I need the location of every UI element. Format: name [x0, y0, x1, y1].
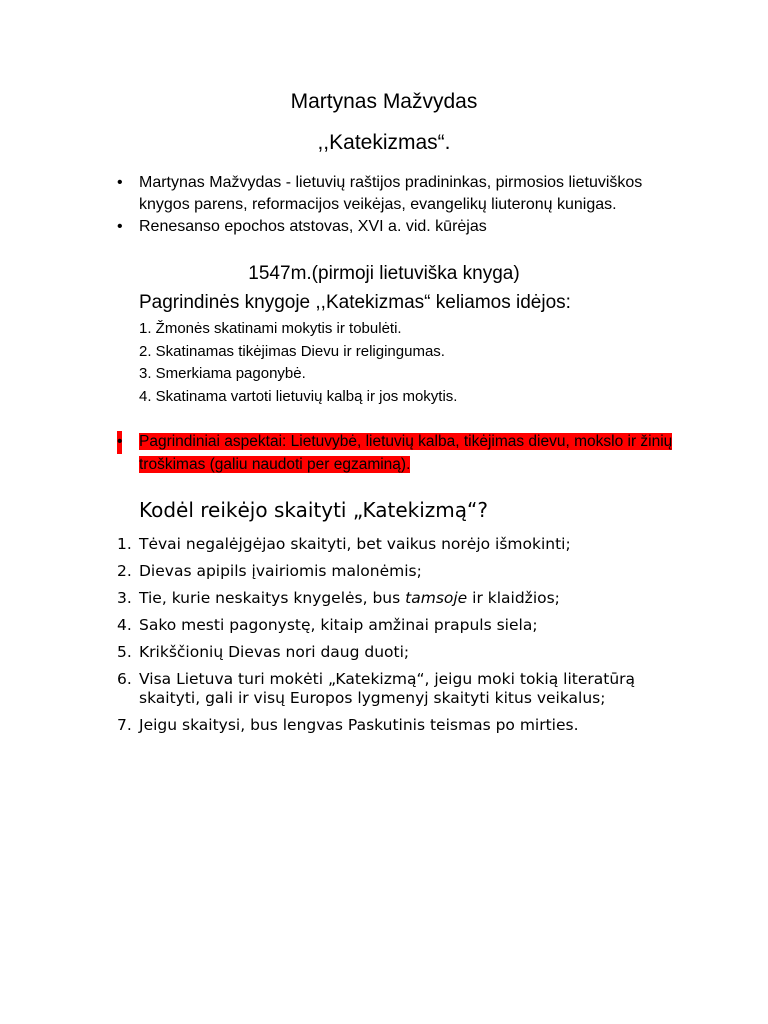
list-item: [117, 562, 677, 581]
list-item: 3. Smerkiama pagonybė.: [139, 365, 306, 382]
list-item: 4. Skatinama vartoti lietuvių kalbą ir jos mokytis.: [139, 387, 458, 405]
item-number: 5.: [117, 643, 132, 661]
bullet-text: Martynas Mažvydas - lietuvių raštijos pradininkas, pirmosios lietuviškos knygos parens, reformacijos veikėjas, evangelikų liuteronų kunigas.: [139, 174, 643, 213]
bullet-icon: •: [117, 431, 122, 454]
bullet-icon: •: [117, 218, 123, 235]
item-text-italic: tamsoje: [405, 589, 468, 607]
why-list: [117, 535, 677, 743]
list-item: [117, 216, 677, 238]
item-text: Dievas apipils įvairiomis malonėmis;: [139, 562, 422, 580]
ideas-list: [139, 318, 457, 408]
item-text: Krikščionių Dievas nori daug duoti;: [139, 643, 410, 661]
bullet-icon: •: [117, 174, 123, 191]
intro-bullet-list: [117, 172, 677, 238]
item-number: 4.: [117, 616, 132, 634]
item-text-post: ir klaidžios;: [467, 589, 560, 607]
item-number: 7.: [117, 715, 132, 734]
why-heading: Kodėl reikėjo skaityti „Katekizmą“?: [139, 498, 489, 522]
ideas-heading: Pagrindinės knygoje ,,Katekizmas“ keliamos idėjos:: [139, 292, 571, 313]
document-title: Martynas Mažvydas: [290, 90, 478, 113]
list-item: [117, 716, 677, 735]
list-item: [117, 643, 677, 662]
item-text: Tėvai negalėjgėjao skaityti, bet vaikus norėjo išmokinti;: [139, 535, 571, 553]
list-item: [117, 589, 677, 608]
list-item: [117, 616, 677, 635]
item-text: Visa Lietuva turi mokėti „Katekizmą“, jeigu moki tokią literatūrą skaityti, gali ir visų Europos lygmenyj skaityti kitus veikalus;: [139, 670, 636, 707]
document-subtitle: ,,Katekizmas“.: [317, 131, 451, 154]
item-number: 6.: [117, 670, 132, 688]
bullet-text: Renesanso epochos atstovas, XVI a. vid. kūrėjas: [139, 218, 487, 235]
item-text: Jeigu skaitysi, bus lengvas Paskutinis teismas po mirties.: [139, 715, 579, 734]
item-number: 1.: [117, 535, 132, 553]
year-line: 1547m.(pirmoji lietuviška knyga): [248, 263, 520, 284]
list-item: [117, 535, 677, 554]
highlighted-text: Pagrindiniai aspektai: Lietuvybė, lietuvių kalba, tikėjimas dievu, mokslo ir žinių troškimas (galiu naudoti per egzaminą).: [139, 433, 673, 473]
list-item: [117, 172, 677, 216]
item-number: 3.: [117, 589, 132, 607]
item-number: 2.: [117, 562, 132, 580]
item-text: Sako mesti pagonystę, kitaip amžinai prapuls siela;: [139, 616, 538, 634]
highlighted-bullet: [117, 431, 677, 476]
list-item: 2. Skatinamas tikėjimas Dievu ir religingumas.: [139, 342, 445, 360]
list-item: [117, 670, 677, 707]
list-item: 1. Žmonės skatinami mokytis ir tobulėti.: [139, 320, 402, 337]
item-text-pre: Tie, kurie neskaitys knygelės, bus: [139, 589, 406, 607]
